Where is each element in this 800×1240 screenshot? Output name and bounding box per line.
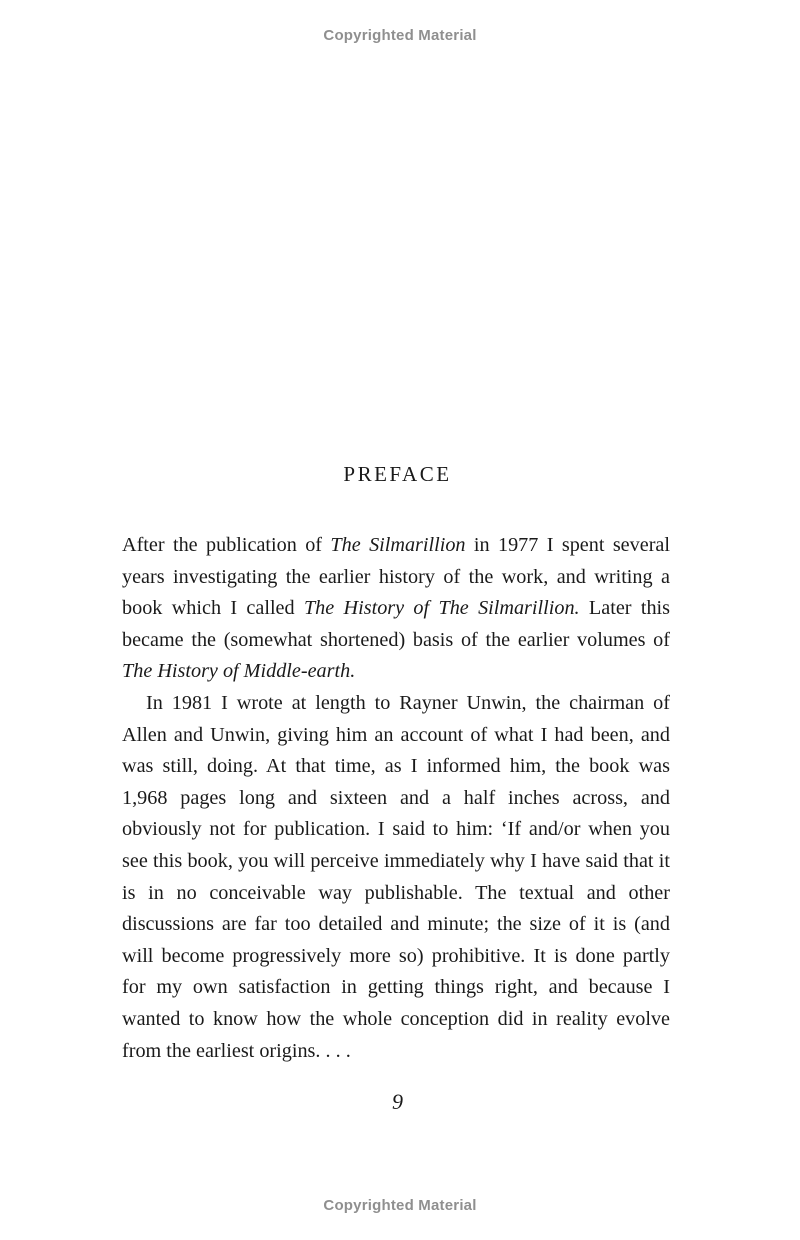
page-number: 9 — [392, 1089, 403, 1114]
paragraph-2 — [122, 688, 670, 1067]
body-text — [122, 530, 670, 1067]
text-run: After the publication of — [122, 534, 331, 556]
book-title: The History of Middle-earth. — [122, 660, 356, 683]
text-run: In 1981 I wrote at length to Rayner Unwin, the chairman of Allen and Unwin, giving him an account of what I had been, and was still, doing. At that time, as I informed him, the book was 1,968 pages long and sixteen and a half inches across, and obviously not for publication. I said to him: ‘If and/or when you see this book, you will perceive immediately why I have said that it is in no conceivable way publishable. The textual and other discussions are far too detailed and minute; the size of it is (and will become progressively more so) prohibitive. It is done partly for my own satisfaction in getting things right, and because I wanted to know how the whole conception did in reality evolve from the earliest origins. . . . — [122, 691, 670, 1062]
chapter-heading: PREFACE — [343, 462, 452, 486]
copyright-watermark-bottom: Copyrighted Material — [323, 1197, 477, 1214]
paragraph-1 — [122, 530, 670, 688]
book-title: The History of The Silmarillion. — [303, 597, 580, 620]
text-run: Later this became the (somewhat shortened) basis of the earlier volumes of — [122, 597, 670, 651]
book-title: The Silmarillion — [330, 534, 466, 556]
text-run: in 1977 I spent several years investigating the earlier history of the work, and writing a book which I called — [122, 534, 670, 620]
copyright-watermark-top: Copyrighted Material — [323, 27, 477, 44]
